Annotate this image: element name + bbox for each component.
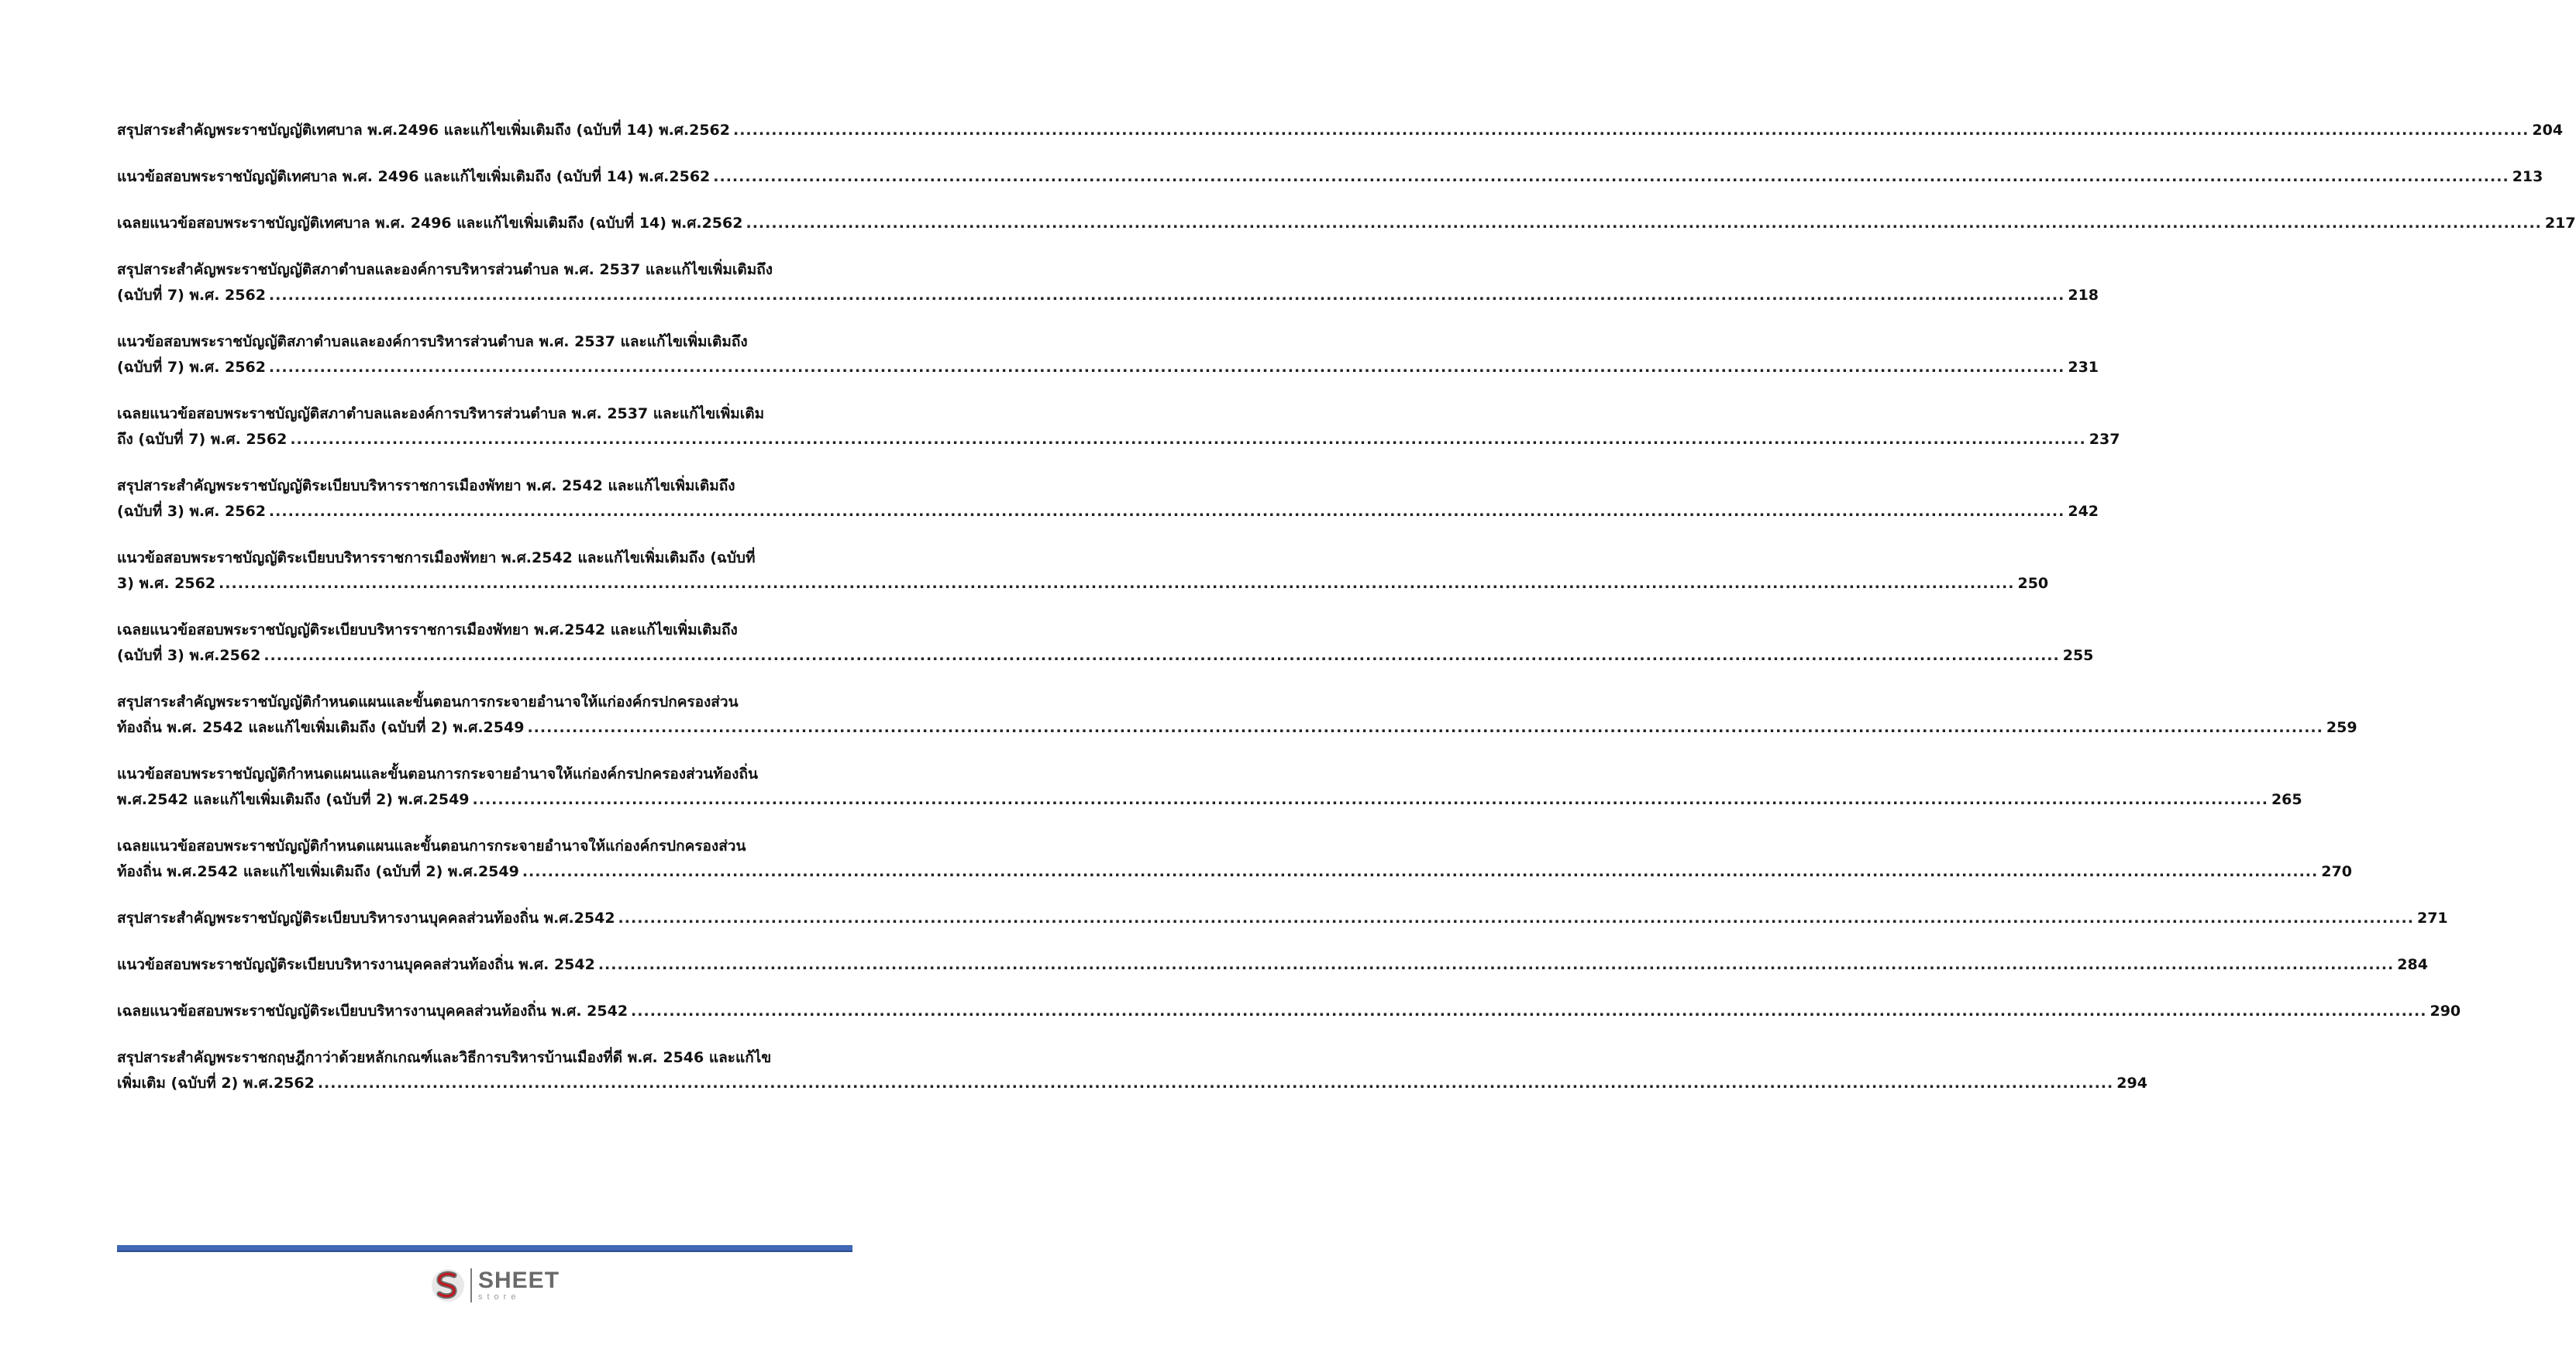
toc-entry-title: 3) พ.ศ. 2562 xyxy=(117,575,216,592)
toc-entry-line xyxy=(117,427,2120,452)
toc-entry[interactable] xyxy=(117,1045,2147,1096)
toc-entry-line xyxy=(117,499,2099,525)
toc-entry-title: สรุปสาระสำคัญพระราชบัญญัติสภาตำบลและองค์การบริหารส่วนตำบล พ.ศ. 2537 และแก้ไขเพิ่มเติมถึง xyxy=(117,261,773,278)
toc-entry-line xyxy=(117,762,844,787)
toc-entry-title: เฉลยแนวข้อสอบพระราชบัญญัติสภาตำบลและองค์การบริหารส่วนตำบล พ.ศ. 2537 และแก้ไขเพิ่มเติม xyxy=(117,405,765,422)
toc-entry-line xyxy=(117,952,2428,978)
toc-entry-title: สรุปสาระสำคัญพระราชกฤษฎีกาว่าด้วยหลักเกณฑ์และวิธีการบริหารบ้านเมืองที่ดี พ.ศ. 2546 และแก้ไข xyxy=(117,1049,772,1066)
toc-page-number: 250 xyxy=(2017,575,2049,592)
toc-entry-title: (ฉบับที่ 7) พ.ศ. 2562 xyxy=(117,359,266,376)
toc-entry-title: เฉลยแนวข้อสอบพระราชบัญญัติระเบียบบริหารราชการเมืองพัทยา พ.ศ.2542 และแก้ไขเพิ่มเติมถึง xyxy=(117,621,738,638)
toc-entry[interactable] xyxy=(117,545,2049,597)
toc-entry[interactable] xyxy=(117,401,2120,452)
toc-entry-line xyxy=(117,999,2461,1024)
toc-page-number: 255 xyxy=(2062,647,2094,664)
sheet-store-s-icon xyxy=(430,1268,466,1303)
toc-page-number: 218 xyxy=(2068,287,2099,304)
toc-dot-leader xyxy=(618,906,2414,931)
toc-entry-title: (ฉบับที่ 7) พ.ศ. 2562 xyxy=(117,287,266,304)
toc-entry-line xyxy=(117,859,2352,885)
toc-entry-line xyxy=(117,164,2543,190)
toc-entry[interactable] xyxy=(117,952,2428,978)
toc-entry-line xyxy=(117,283,2099,308)
toc-entry-line xyxy=(117,545,844,571)
toc-entry-title: สรุปสาระสำคัญพระราชบัญญัติเทศบาล พ.ศ.2496 และแก้ไขเพิ่มเติมถึง (ฉบับที่ 14) พ.ศ.2562 xyxy=(117,122,730,139)
toc-entry[interactable] xyxy=(117,118,2564,143)
toc-entry-title: แนวข้อสอบพระราชบัญญัติกำหนดแผนและขั้นตอนการกระจายอำนาจให้แก่องค์กรปกครองส่วนท้องถิ่น xyxy=(117,766,758,783)
toc-entry-line xyxy=(117,401,844,427)
toc-page-number: 259 xyxy=(2326,719,2357,736)
toc-page-number: 290 xyxy=(2430,1003,2461,1020)
toc-dot-leader xyxy=(522,859,2318,885)
toc-entry-line xyxy=(117,787,2302,813)
toc-dot-leader xyxy=(733,118,2529,143)
toc-page-number: 237 xyxy=(2089,431,2120,448)
toc-entry-title: เฉลยแนวข้อสอบพระราชบัญญัติระเบียบบริหารงานบุคคลส่วนท้องถิ่น พ.ศ. 2542 xyxy=(117,1003,629,1020)
toc-entry-line xyxy=(117,906,2448,931)
toc-entry-title: ท้องถิ่น พ.ศ. 2542 และแก้ไขเพิ่มเติมถึง (ฉบับที่ 2) พ.ศ.2549 xyxy=(117,719,525,736)
logo-subtitle: store xyxy=(478,1292,521,1302)
toc-page-number: 271 xyxy=(2416,910,2448,927)
toc-dot-leader xyxy=(269,283,2065,308)
toc-page-number: 217 xyxy=(2544,215,2576,232)
toc-dot-leader xyxy=(598,952,2394,978)
toc-entry-line xyxy=(117,473,844,499)
toc-entry-line xyxy=(117,1045,844,1071)
toc-dot-leader xyxy=(269,355,2065,380)
toc-entry-title: ถึง (ฉบับที่ 7) พ.ศ. 2562 xyxy=(117,431,288,448)
toc-entry-title: สรุปสาระสำคัญพระราชบัญญัติระเบียบบริหารราชการเมืองพัทยา พ.ศ. 2542 และแก้ไขเพิ่มเติมถึง xyxy=(117,477,735,494)
toc-dot-leader xyxy=(527,715,2323,741)
footer-divider xyxy=(117,1245,852,1252)
toc-entry-title: แนวข้อสอบพระราชบัญญัติเทศบาล พ.ศ. 2496 และแก้ไขเพิ่มเติมถึง (ฉบับที่ 14) พ.ศ.2562 xyxy=(117,168,711,185)
toc-entry-title: เฉลยแนวข้อสอบพระราชบัญญัติเทศบาล พ.ศ. 2496 และแก้ไขเพิ่มเติมถึง (ฉบับที่ 14) พ.ศ.2562 xyxy=(117,215,743,232)
toc-dot-leader xyxy=(269,499,2065,525)
sheet-store-logo xyxy=(430,1265,560,1306)
toc-entry-title: เพิ่มเติม (ฉบับที่ 2) พ.ศ.2562 xyxy=(117,1075,315,1092)
toc-entry-title: เฉลยแนวข้อสอบพระราชบัญญัติกำหนดแผนและขั้นตอนการกระจายอำนาจให้แก่องค์กรปกครองส่วน xyxy=(117,838,746,855)
toc-entry-line xyxy=(117,571,2049,597)
toc-page-number: 284 xyxy=(2397,956,2428,973)
toc-entry-line xyxy=(117,355,2099,380)
toc-entry[interactable] xyxy=(117,834,2352,885)
toc-entry-title: พ.ศ.2542 และแก้ไขเพิ่มเติมถึง (ฉบับที่ 2) พ.ศ.2549 xyxy=(117,791,470,808)
toc-dot-leader xyxy=(263,643,2059,669)
toc-entry-title: แนวข้อสอบพระราชบัญญัติระเบียบบริหารราชการเมืองพัทยา พ.ศ.2542 และแก้ไขเพิ่มเติมถึง (ฉบับที่ xyxy=(117,549,756,566)
toc-entry[interactable] xyxy=(117,999,2461,1024)
toc-entry-line xyxy=(117,715,2357,741)
toc-page-number: 204 xyxy=(2532,122,2564,139)
toc-page-number: 213 xyxy=(2512,168,2543,185)
toc-entry[interactable] xyxy=(117,618,2094,669)
toc-entry[interactable] xyxy=(117,211,2576,236)
toc-dot-leader xyxy=(473,787,2268,813)
toc-entry-line xyxy=(117,211,2576,236)
toc-entry[interactable] xyxy=(117,329,2099,380)
toc-entry-line xyxy=(117,618,844,643)
toc-page-number: 294 xyxy=(2116,1075,2147,1092)
toc-entry[interactable] xyxy=(117,762,2302,813)
toc-entry[interactable] xyxy=(117,690,2357,741)
logo-text xyxy=(478,1269,560,1302)
toc-entry-line xyxy=(117,690,844,715)
toc-entry-line xyxy=(117,329,844,355)
logo-divider xyxy=(470,1268,472,1302)
toc-entry-title: สรุปสาระสำคัญพระราชบัญญัติระเบียบบริหารงานบุคคลส่วนท้องถิ่น พ.ศ.2542 xyxy=(117,910,615,927)
toc-entry[interactable] xyxy=(117,906,2448,931)
toc-entry-title: ท้องถิ่น พ.ศ.2542 และแก้ไขเพิ่มเติมถึง (ฉบับที่ 2) พ.ศ.2549 xyxy=(117,863,519,880)
toc-dot-leader xyxy=(219,571,2014,597)
toc-dot-leader xyxy=(631,999,2426,1024)
toc-page-number: 242 xyxy=(2068,503,2099,520)
toc-page-number: 231 xyxy=(2068,359,2099,376)
toc-entry-line xyxy=(117,118,2564,143)
toc-entry-line xyxy=(117,834,844,859)
toc-entry[interactable] xyxy=(117,257,2099,308)
toc-entry[interactable] xyxy=(117,164,2543,190)
logo-word: SHEET xyxy=(478,1268,560,1293)
toc-entry[interactable] xyxy=(117,473,2099,525)
toc-entry-line xyxy=(117,1071,2147,1096)
table-of-contents xyxy=(117,118,2576,1117)
toc-entry-title: แนวข้อสอบพระราชบัญญัติระเบียบบริหารงานบุคคลส่วนท้องถิ่น พ.ศ. 2542 xyxy=(117,956,595,973)
toc-dot-leader xyxy=(746,211,2541,236)
toc-entry-title: (ฉบับที่ 3) พ.ศ.2562 xyxy=(117,647,261,664)
toc-entry-line xyxy=(117,643,2094,669)
toc-entry-title: (ฉบับที่ 3) พ.ศ. 2562 xyxy=(117,503,266,520)
toc-entry-line xyxy=(117,257,844,283)
toc-entry-title: สรุปสาระสำคัญพระราชบัญญัติกำหนดแผนและขั้นตอนการกระจายอำนาจให้แก่องค์กรปกครองส่วน xyxy=(117,693,739,710)
toc-dot-leader xyxy=(713,164,2509,190)
toc-entry-title: แนวข้อสอบพระราชบัญญัติสภาตำบลและองค์การบริหารส่วนตำบล พ.ศ. 2537 และแก้ไขเพิ่มเติมถึง xyxy=(117,333,748,350)
toc-page-number: 265 xyxy=(2271,791,2302,808)
toc-page-number: 270 xyxy=(2321,863,2352,880)
toc-dot-leader xyxy=(318,1071,2113,1096)
toc-dot-leader xyxy=(290,427,2085,452)
